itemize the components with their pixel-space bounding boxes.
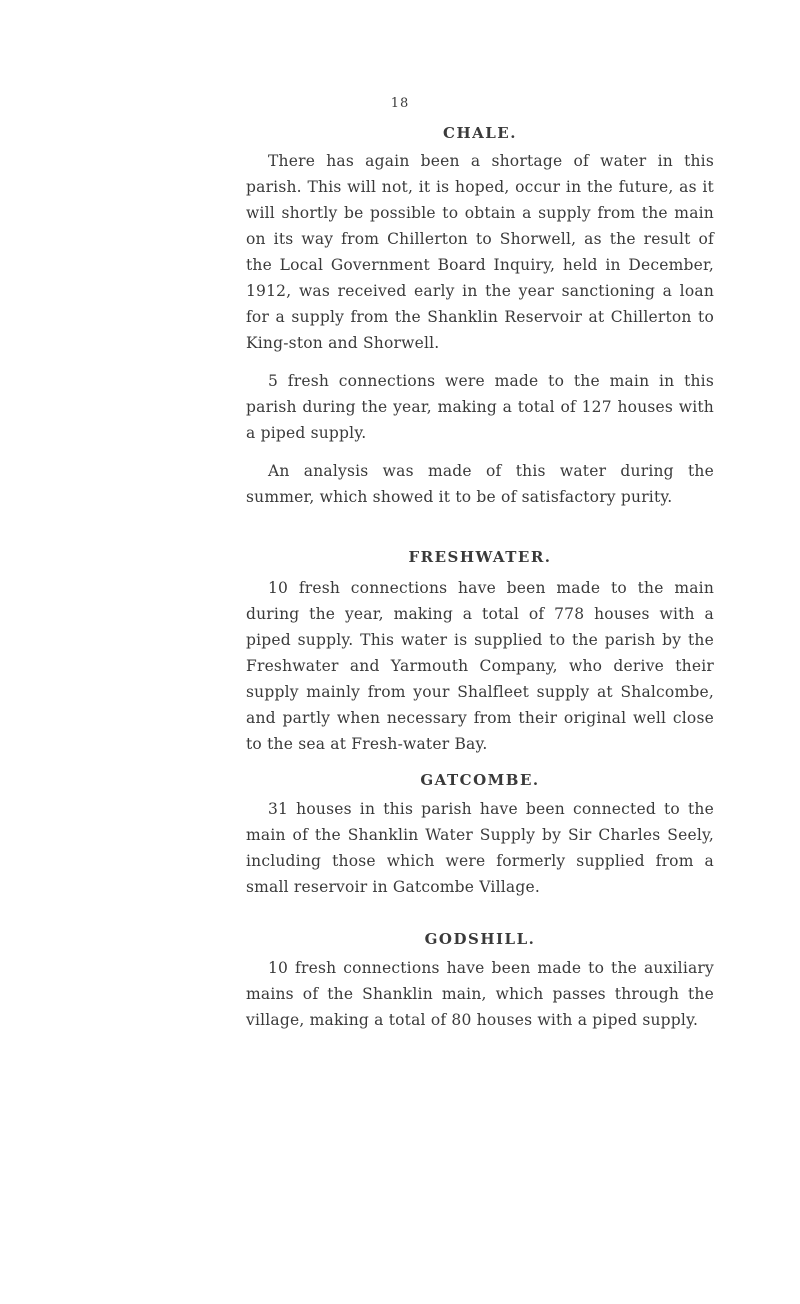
- section-heading-gatcombe: GATCOMBE.: [420, 771, 540, 789]
- section-heading-godshill: GODSHILL.: [424, 930, 536, 948]
- chale-paragraph-1: There has again been a shortage of water in this parish. This will not, it is hoped, occur in the future, as it will shortly be possible to obtain a supply from the main on its way from Chillerton to Shorwell, as the result of the Local Government Board Inquiry, held in December, 1912, was received early in the year sanctioning a loan for a supply from the Shanklin Reservoir at Chillerton to King-ston and Shorwell.: [246, 152, 714, 352]
- section-heading-freshwater: FRESHWATER.: [408, 548, 552, 566]
- section-heading-chale: CHALE.: [443, 124, 517, 142]
- page-number: 18: [390, 96, 410, 111]
- freshwater-paragraph-1: 10 fresh connections have been made to the main during the year, making a total of 778 houses with a piped supply. This water is supplied to the parish by the Freshwater and Yarmouth Company, who derive their supply mainly from your Shalfleet supply at Shalcombe, and partly when necessary from their original well close to the sea at Fresh-water Bay.: [246, 579, 714, 753]
- godshill-paragraph-1: 10 fresh connections have been made to the auxiliary mains of the Shanklin main, which passes through the village, making a total of 80 houses with a piped supply.: [246, 959, 714, 1029]
- text-column: [246, 124, 714, 1033]
- chale-paragraph-2: 5 fresh connections were made to the main in this parish during the year, making a total of 127 houses with a piped supply.: [246, 372, 714, 442]
- chale-paragraph-3: An analysis was made of this water during the summer, which showed it to be of satisfactory purity.: [246, 462, 714, 506]
- gatcombe-paragraph-1: 31 houses in this parish have been connected to the main of the Shanklin Water Supply by Sir Charles Seely, including those which were formerly supplied from a small reservoir in Gatcombe Village.: [246, 800, 714, 896]
